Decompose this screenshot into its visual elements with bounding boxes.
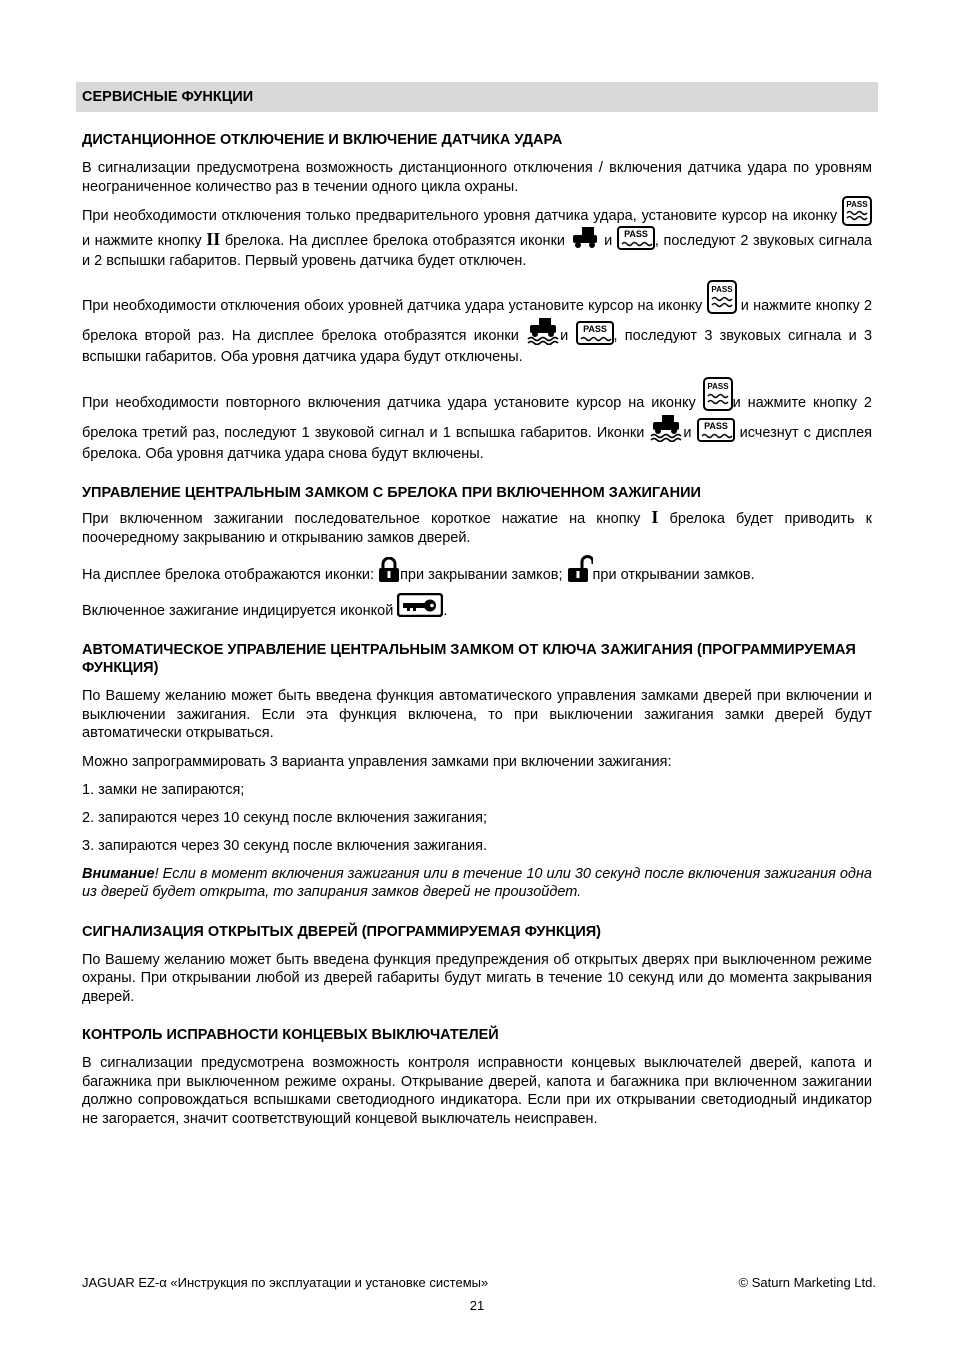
svg-text:PASS: PASS — [703, 421, 728, 431]
auto-lock-heading: АВТОМАТИЧЕСКОЕ УПРАВЛЕНИЕ ЦЕНТРАЛЬНЫМ ЗАМКОМ ОТ КЛЮЧА ЗАЖИГАНИЯ (ПРОГРАММИРУЕМАЯ ФУНКЦИЯ) — [82, 642, 856, 676]
auto-lock-item-3: 3. запираются через 30 секунд после включения зажигания. — [82, 837, 487, 854]
open-doors-p1: По Вашему желанию может быть введена функция предупреждения об открытых дверях при выключенном режиме охраны. При открывании любой из дверей габариты будут мигать в течение 10 секунд или до момента закрывания дверей. — [82, 951, 872, 1005]
button-ii-label: II — [206, 229, 221, 249]
car-shock-wave-icon — [526, 317, 560, 345]
svg-text:PASS: PASS — [707, 382, 729, 391]
shock-sensor-p2: При необходимости отключения только предварительного уровня датчика удара, установите курсор на иконку PASS и нажмите кнопку II брелока. На дисплее брелока отобразятся иконки и PASS , последуют 2 звуковых сигнала и 2 вспышки габаритов. Первый уровень датчика будет отключен. — [82, 196, 872, 271]
car-shock-icon — [570, 226, 600, 250]
svg-text:PASS: PASS — [582, 324, 607, 334]
auto-lock-p1: По Вашему желанию может быть введена функция автоматического управления замками дверей при включении и выключении зажигания. Если эта функция включена, то при выключении зажигания замки дверей будут автоматически открываться. — [82, 688, 872, 741]
open-doors-heading: СИГНАЛИЗАЦИЯ ОТКРЫТЫХ ДВЕРЕЙ (ПРОГРАММИРУЕМАЯ ФУНКЦИЯ) — [82, 923, 601, 940]
footer-title: JAGUAR EZ-α «Инструкция по эксплуатации и установке системы» — [82, 1275, 489, 1290]
button-i-label: I — [651, 507, 659, 527]
central-lock-p3: Включенное зажигание индицируется иконкой . — [82, 593, 872, 621]
limit-switches-heading: КОНТРОЛЬ ИСПРАВНОСТИ КОНЦЕВЫХ ВЫКЛЮЧАТЕЛЕЙ — [82, 1027, 499, 1043]
shock-sensor-p4: При необходимости повторного включения датчика удара установите курсор на иконку PASS и нажмите кнопку 2 брелока третий раз, последуют 1 звуковой сигнал и 1 вспышка габаритов. Иконки и PASS исчезнут с дисплея брелока. Оба уровня датчика удара снова будут включены. — [82, 377, 872, 465]
limit-switches-p1: В сигнализации предусмотрена возможность контроля исправности концевых выключателей дверей, капота и багажника при выключенном режиме охраны. Открывание дверей, капота и багажника при включенном зажигании должно сопровождаться вспышками светодиодного индикатора. Если при их открывании светодиодный индикатор не загорается, значит соответствующий концевой выключатель неисправен. — [82, 1055, 872, 1127]
pass-wave-icon — [842, 196, 872, 226]
pass-icon — [617, 226, 655, 250]
auto-lock-item-2: 2. запираются через 10 секунд после включения зажигания; — [82, 809, 487, 826]
pass-icon — [576, 321, 614, 345]
shock-sensor-p1: В сигнализации предусмотрена возможность дистанционного отключения / включения датчика удара по уровням неограниченное количество раз в течении одного цикла охраны. — [82, 160, 872, 195]
auto-lock-p2: Можно запрограммировать 3 варианта управления замками при включении зажигания: — [82, 753, 672, 770]
shock-sensor-p3: При необходимости отключения обоих уровней датчика удара установите курсор на иконку PASS и нажмите кнопку 2 брелока второй раз. На дисплее брелока отобразятся иконки и PASS , последуют 3 звуковых сигнала и 3 вспышки габаритов. Оба уровня датчика удара будут отключены. — [82, 280, 872, 368]
pass-wave-icon — [707, 280, 737, 314]
lock-open-icon — [567, 555, 593, 583]
pass-icon — [697, 418, 735, 442]
section-title: СЕРВИСНЫЕ ФУНКЦИИ — [76, 82, 878, 112]
page-number: 21 — [469, 1298, 485, 1313]
ignition-key-icon — [397, 593, 443, 617]
central-lock-heading: УПРАВЛЕНИЕ ЦЕНТРАЛЬНЫМ ЗАМКОМ С БРЕЛОКА ПРИ ВКЛЮЧЕННОМ ЗАЖИГАНИИ — [82, 485, 701, 501]
auto-lock-warning: Внимание! Если в момент включения зажигания или в течение 10 или 30 секунд после включения зажигания одна из дверей будет открыта, то запирания замков дверей не произойдет. — [82, 865, 872, 900]
svg-text:PASS: PASS — [846, 200, 868, 209]
page-content — [82, 82, 872, 1128]
svg-text:PASS: PASS — [710, 285, 733, 294]
car-shock-wave-icon — [649, 414, 683, 442]
central-lock-p1: При включенном зажигании последовательное короткое нажатие на кнопку I брелока будет приводить к поочередному закрыванию и открыванию замков дверей. — [82, 507, 873, 546]
footer-copyright: © Saturn Marketing Ltd. — [738, 1275, 876, 1290]
lock-closed-icon — [378, 557, 400, 583]
pass-wave-icon — [703, 377, 733, 411]
svg-text:PASS: PASS — [623, 229, 648, 239]
central-lock-p2: На дисплее брелока отображаются иконки: при закрывании замков; при открывании замков. — [82, 555, 872, 585]
shock-sensor-heading: ДИСТАНЦИОННОЕ ОТКЛЮЧЕНИЕ И ВКЛЮЧЕНИЕ ДАТЧИКА УДАРА — [82, 132, 563, 148]
auto-lock-item-1: 1. замки не запираются; — [82, 781, 245, 798]
warning-label: Внимание — [82, 865, 155, 882]
